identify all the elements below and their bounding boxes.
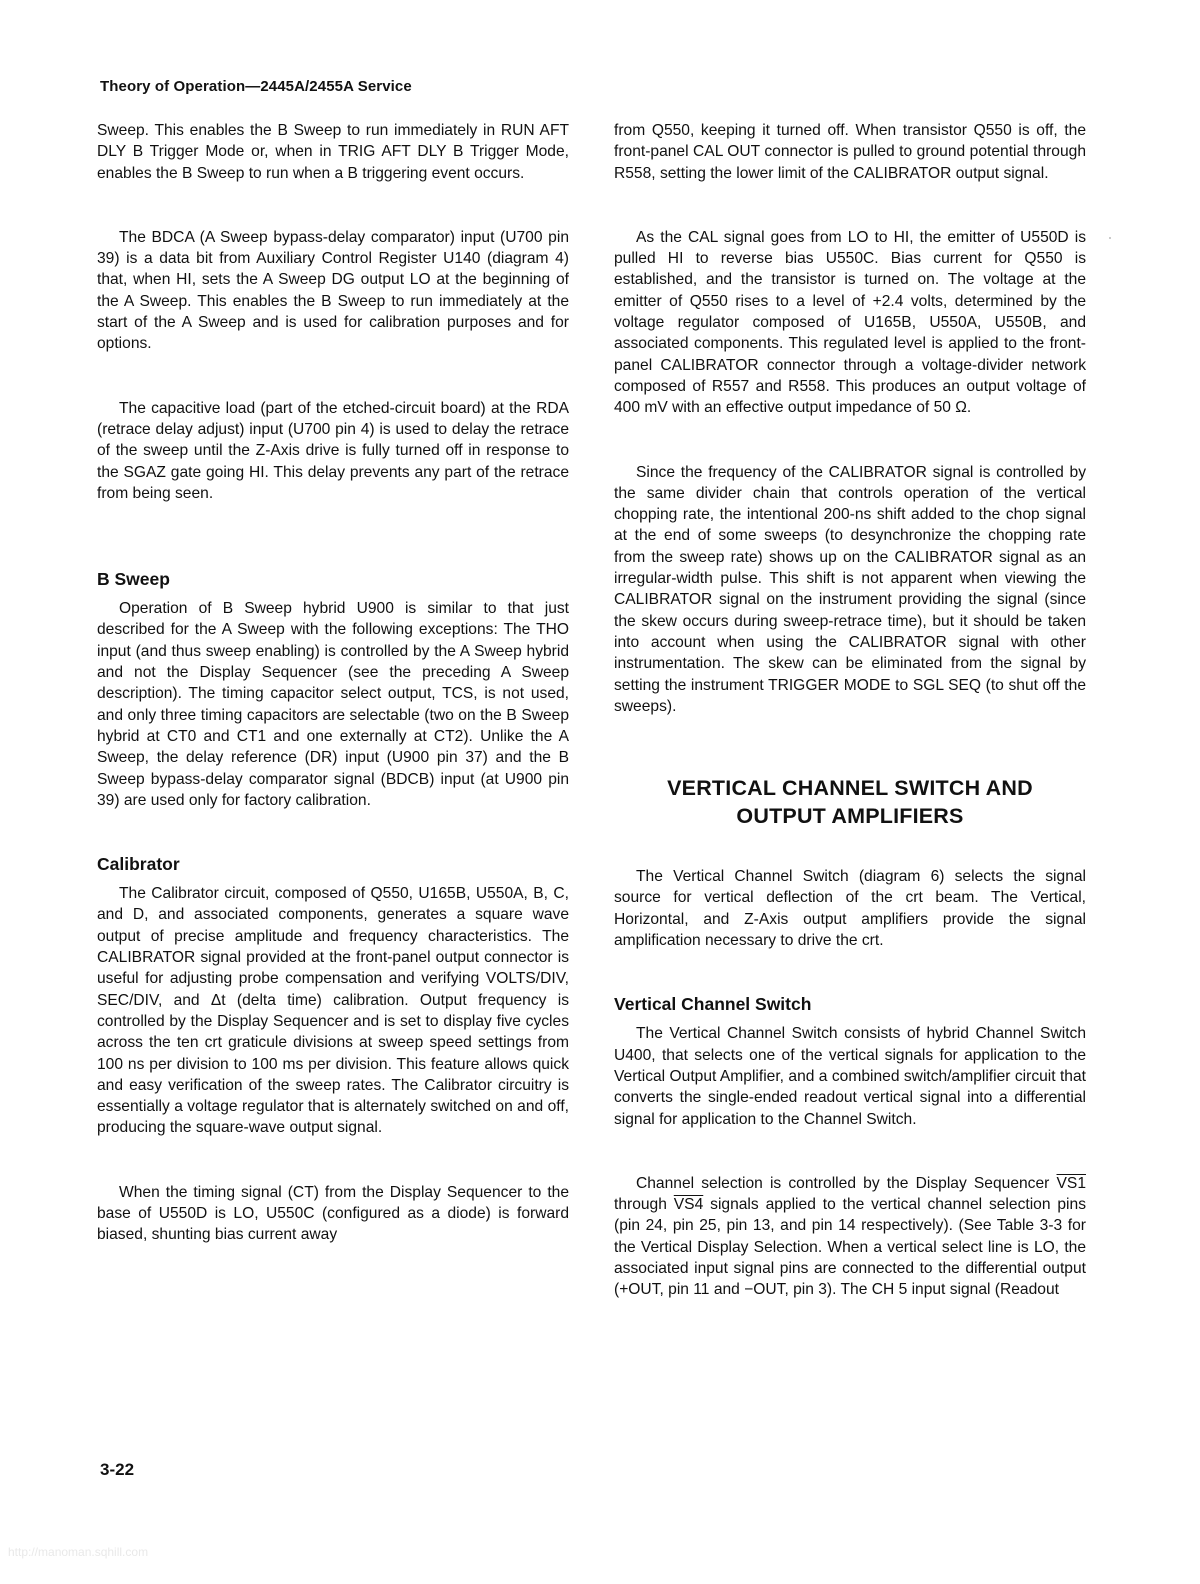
- paragraph: Operation of B Sweep hybrid U900 is similar to that just described for the A Sweep with the following exceptions: The THO input (and thus sweep enabling) is controlled by the A Sweep hybrid and not the Display Sequencer (see the preceding A Sweep description). The timing capacitor select output, TCS, is not used, and only three timing capacitors are selectable (two on the B Sweep hybrid at CT0 and CT1 and one externally at CT2). Unlike the A Sweep, the delay reference (DR) input (U900 pin 37) and the B Sweep bypass-delay comparator signal (BDCB) input (at U900 pin 39) are used only for factory calibration.: [97, 600, 569, 809]
- left-column: [97, 120, 569, 1246]
- section-heading-vertical-channel-switch: Vertical Channel Switch: [614, 994, 812, 1015]
- paragraph-text: signals applied to the vertical channel selection pins (pin 24, pin 25, pin 13, and pin 14 respectively). (See Table 3-3 for the Vertical Display Selection. When a vertical select line is LO, the associated input signal pins are connected to the differential output (+OUT, pin 11 and −OUT, pin 3). The CH 5 input signal (Readout: [614, 1196, 1086, 1299]
- paragraph: Since the frequency of the CALIBRATOR signal is controlled by the same divider chain that controls operation of the vertical chopping rate, the intentional 200-ns shift added to the chop signal at the end of some sweeps (to desynchronize the chopping rate from the sweep rate) shows up on the CALIBRATOR signal as an irregular-width pulse. This shift is not apparent when viewing the CALIBRATOR signal on the instrument providing the signal (since the skew occurs during sweep-retrace time), but it should be taken into account when using the CALIBRATOR signal with other instrumentation. The skew can be eliminated from the signal by setting the instrument TRIGGER MODE to SGL SEQ (to shut off the sweeps).: [614, 463, 1086, 715]
- paragraph: As the CAL signal goes from LO to HI, the emitter of U550D is pulled HI to reverse bias U550C. Bias current for Q550 is established, and the transistor is turned on. The voltage at the emitter of Q550 rises to a level of +2.4 volts, determined by the voltage regulator composed of U165B, U550A, U550B, and associated components. This regulated level is applied to the front-panel CALIBRATOR connector through a voltage-divider network composed of R557 and R558. This produces an output voltage of 400 mV with an effective output impedance of 50 Ω.: [614, 228, 1086, 417]
- watermark-url: http://manoman.sqhill.com: [8, 1545, 149, 1559]
- right-column: [614, 120, 1086, 1301]
- section-heading-calibrator: Calibrator: [97, 854, 180, 875]
- page-number: 3-22: [100, 1460, 135, 1479]
- paragraph: The Vertical Channel Switch (diagram 6) selects the signal source for vertical deflection of the crt beam. The Vertical, Horizontal, and Z-Axis output amplifiers provide the signal amplification necessary to drive the crt.: [614, 868, 1086, 950]
- major-section-heading: [614, 774, 1086, 830]
- major-section-heading-line1: VERTICAL CHANNEL SWITCH AND: [667, 776, 1033, 801]
- section-heading-b-sweep: B Sweep: [97, 569, 170, 590]
- paragraph: The capacitive load (part of the etched-circuit board) at the RDA (retrace delay adjust) input (U700 pin 4) is used to delay the retrace of the sweep until the Z-Axis drive is fully turned off in response to the SGAZ gate going HI. This delay prevents any part of the retrace from being seen.: [97, 399, 569, 502]
- paragraph-text: Channel selection is controlled by the Display Sequencer: [636, 1174, 1050, 1192]
- paragraph: When the timing signal (CT) from the Display Sequencer to the base of U550D is LO, U550C (configured as a diode) is forward biased, shunting bias current away: [97, 1183, 569, 1244]
- signal-vs4: VS4: [673, 1196, 704, 1214]
- paragraph: Sweep. This enables the B Sweep to run immediately in RUN AFT DLY B Trigger Mode or, when in TRIG AFT DLY B Trigger Mode, enables the B Sweep to run when a B triggering event occurs.: [97, 122, 569, 182]
- scan-speck: [1109, 237, 1111, 239]
- paragraph: The Calibrator circuit, composed of Q550, U165B, U550A, B, C, and D, and associated components, generates a square wave output of precise amplitude and frequency characteristics. The CALIBRATOR signal provided at the front-panel output connector is useful for adjusting probe compensation and verifying VOLTS/DIV, SEC/DIV, and Δt (delta time) calibration. Output frequency is controlled by the Display Sequencer and is set to display five cycles across the ten crt graticule divisions at sweep speed settings from 100 ns per division to 100 ms per division. This feature allows quick and easy verification of the sweep rates. The Calibrator circuitry is essentially a voltage regulator that is alternately switched on and off, producing the square-wave output signal.: [97, 885, 569, 1137]
- paragraph: The Vertical Channel Switch consists of hybrid Channel Switch U400, that selects one of the vertical signals for application to the Vertical Output Amplifier, and a combined switch/amplifier circuit that converts the single-ended readout vertical signal into a differential signal for application to the Channel Switch.: [614, 1025, 1086, 1128]
- paragraph-text: through: [614, 1196, 667, 1214]
- paragraph: [614, 1173, 1086, 1301]
- running-header: Theory of Operation—2445A/2455A Service: [100, 78, 412, 95]
- paragraph: from Q550, keeping it turned off. When transistor Q550 is off, the front-panel CAL OUT connector is pulled to ground potential through R558, setting the lower limit of the CALIBRATOR output signal.: [614, 122, 1086, 182]
- signal-vs1: VS1: [1056, 1174, 1086, 1192]
- major-section-heading-line2: OUTPUT AMPLIFIERS: [736, 804, 964, 829]
- paragraph: The BDCA (A Sweep bypass-delay comparator) input (U700 pin 39) is a data bit from Auxiliary Control Register U140 (diagram 4) that, when HI, sets the A Sweep DG output LO at the beginning of the A Sweep. This enables the B Sweep to run immediately at the start of the A Sweep and is used for calibration purposes and for options.: [97, 228, 569, 353]
